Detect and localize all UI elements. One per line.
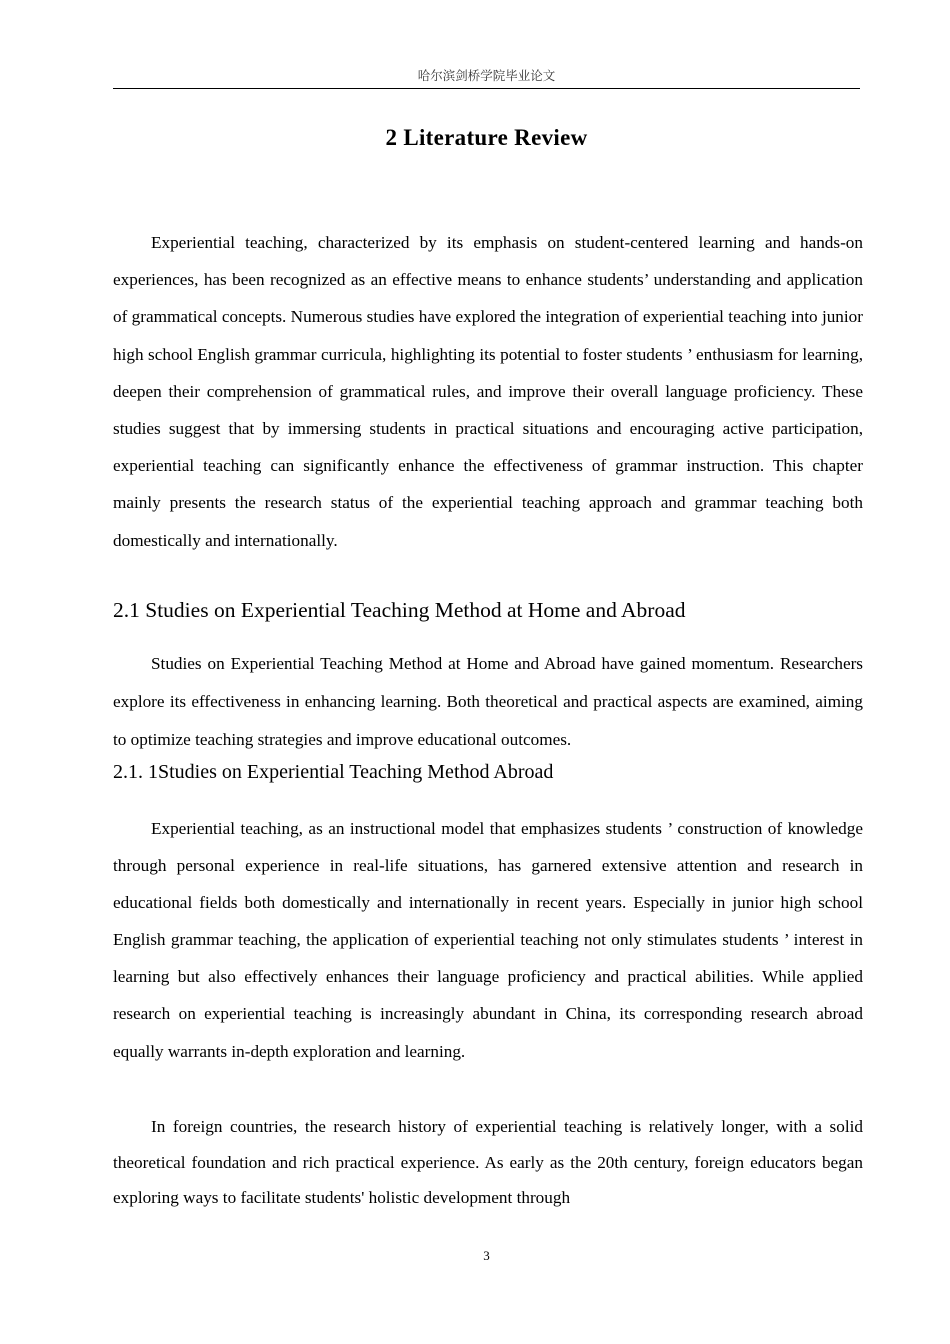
- section-2-1-paragraph: Studies on Experiential Teaching Method at Home and Abroad have gained momentum. Researchers explore its effectiveness in enhancing learning. Both theoretical and practical aspects are examined, aiming to optimize teaching strategies and improve educational outcomes.: [113, 654, 863, 749]
- page-number: 3: [483, 1248, 490, 1263]
- running-header: 哈尔滨剑桥学院毕业论文: [417, 68, 556, 83]
- section-heading-2-1-1: 2.1. 1Studies on Experiential Teaching Method Abroad: [113, 761, 554, 783]
- section-2-1-1-paragraph-2: In foreign countries, the research history of experiential teaching is relatively longer, with a solid theoretical foundation and rich practical experience. As early as the 20th century, foreign educators began exploring ways to facilitate students' holistic development through: [113, 1117, 863, 1207]
- section-2-1-1-paragraph-1: Experiential teaching, as an instructional model that emphasizes students ’ construction of knowledge through personal experience in real-life situations, has garnered extensive attention and research in educational fields both domestically and internationally in recent years. Especially in junior high school English grammar teaching, the application of experiential teaching not only stimulates students ’ interest in learning but also effectively enhances their language proficiency and practical abilities. While applied research on experiential teaching is increasingly abundant in China, its corresponding research abroad equally warrants in-depth exploration and learning.: [113, 819, 863, 1061]
- header-divider: [113, 88, 860, 89]
- chapter-title: 2 Literature Review: [385, 125, 588, 150]
- intro-paragraph: Experiential teaching, characterized by its emphasis on student-centered learning and hands-on experiences, has been recognized as an effective means to enhance students’ understanding and application of grammatical concepts. Numerous studies have explored the integration of experiential teaching into junior high school English grammar curricula, highlighting its potential to foster students ’ enthusiasm for learning, deepen their comprehension of grammatical rules, and improve their overall language proficiency. These studies suggest that by immersing students in practical situations and encouraging active participation, experiential teaching can significantly enhance the effectiveness of grammar instruction. This chapter mainly presents the research status of the experiential teaching approach and grammar teaching both domestically and internationally.: [113, 233, 863, 550]
- section-heading-2-1: 2.1 Studies on Experiential Teaching Method at Home and Abroad: [113, 598, 686, 622]
